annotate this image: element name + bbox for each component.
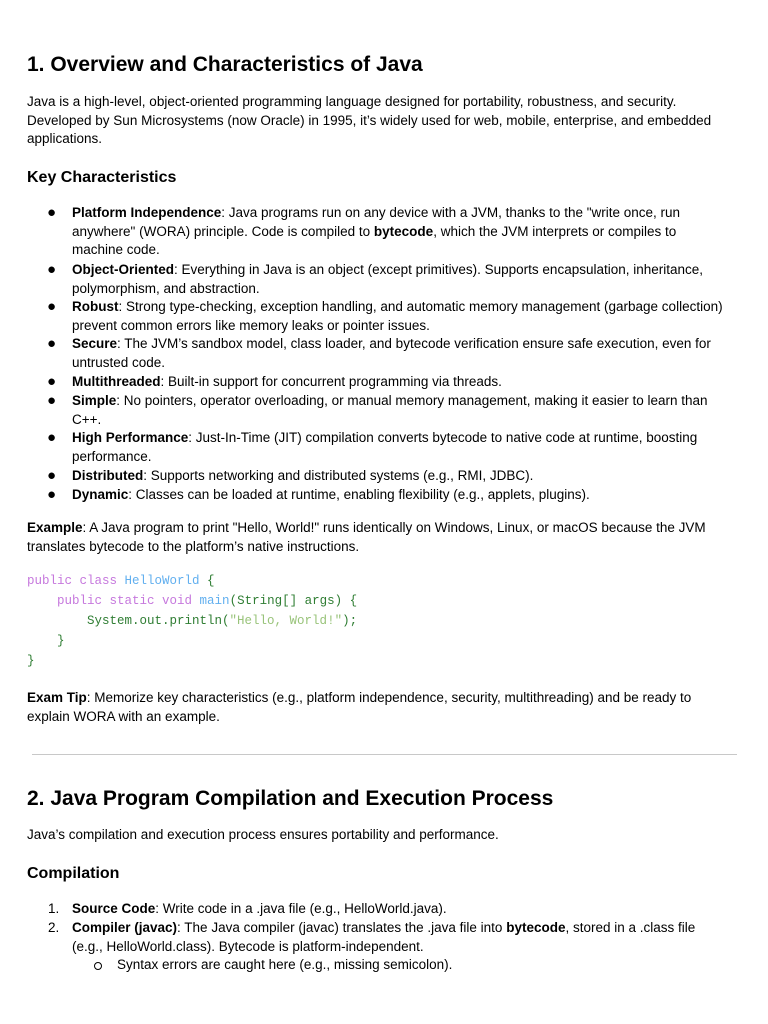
hollow-bullet-icon [94, 962, 102, 970]
intro-line-2: Developed by Sun Microsystems (now Oracle) in 1995, it’s widely used for web, mobile, enterprise, and embedded [27, 112, 712, 128]
list-item-source-code: Source Code: Write code in a .java file (e.g., HelloWorld.java). [72, 901, 447, 916]
list-item-compiler: Compiler (javac): The Java compiler (javac) translates the .java file into bytecode, stored in a .class file (e.g., HelloWorld.class). Bytecode is platform-independent. [72, 920, 696, 954]
list-number: 1. [48, 901, 60, 916]
code-line-5: } [27, 654, 35, 668]
section-2-title: 2. Java Program Compilation and Execution Process [27, 787, 554, 810]
list-item-dynamic: Dynamic: Classes can be loaded at runtime, enabling flexibility (e.g., applets, plugins). [72, 487, 590, 502]
list-item-simple: Simple: No pointers, operator overloading, or manual memory management, making it easier to learn than C++. [72, 393, 708, 427]
code-block [27, 571, 357, 671]
term: Platform Independence [72, 205, 222, 220]
bullet-icon: ● [47, 486, 57, 503]
key-characteristics-heading: Key Characteristics [27, 169, 177, 186]
example-paragraph: Example: A Java program to print "Hello, World!" runs identically on Windows, Linux, or macOS because the JVM translates bytecode to the platform’s native instructions. [27, 520, 706, 554]
list-item-distributed: Distributed: Supports networking and distributed systems (e.g., RMI, JDBC). [72, 468, 534, 483]
bullet-icon: ● [47, 335, 57, 352]
term: High Performance [72, 430, 189, 445]
code-line-3: System.out.println("Hello, World!"); [87, 614, 358, 628]
list-item-high-performance: High Performance: Just-In-Time (JIT) compilation converts bytecode to native code at runtime, boosting performance. [72, 430, 698, 464]
list-item-platform-independence: Platform Independence: Java programs run on any device with a JVM, thanks to the "write once, run anywhere" (WORA) principle. Code is compiled to bytecode, which the JVM interprets or compiles to machine code. [72, 205, 681, 258]
bullet-icon: ● [47, 467, 57, 484]
term: Simple [72, 393, 117, 408]
section-1-title: 1. Overview and Characteristics of Java [27, 53, 423, 76]
code-line-4: } [27, 634, 65, 648]
section-1-intro [27, 93, 747, 149]
section-divider [32, 754, 737, 755]
bullet-icon: ● [47, 429, 57, 446]
list-number: 2. [48, 920, 60, 935]
bullet-icon: ● [47, 392, 57, 409]
term: Multithreaded [72, 374, 161, 389]
list-item-object-oriented: Object-Oriented: Everything in Java is an object (except primitives). Supports encapsulation, inheritance, polymorphism, and abstraction. [72, 262, 704, 296]
compilation-heading: Compilation [27, 865, 120, 882]
term: Object-Oriented [72, 262, 175, 277]
term: Source Code [72, 901, 156, 916]
bullet-icon: ● [47, 204, 57, 221]
exam-tip-paragraph: Exam Tip: Memorize key characteristics (e.g., platform independence, security, multithreading) and be ready to explain WORA with an example. [27, 690, 692, 724]
example-label: Example [27, 520, 83, 535]
section-2-intro: Java’s compilation and execution process ensures portability and performance. [27, 827, 499, 842]
term: Compiler (javac) [72, 920, 178, 935]
code-line-2: public static void main(String[] args) { [57, 594, 358, 608]
intro-line-1: Java is a high-level, object-oriented programming language designed for portability, robustness, and security. [27, 94, 677, 109]
bullet-icon: ● [47, 261, 57, 278]
exam-tip-label: Exam Tip [27, 690, 87, 705]
sub-item-syntax-errors: Syntax errors are caught here (e.g., missing semicolon). [117, 957, 453, 972]
term: Distributed [72, 468, 144, 483]
bullet-icon: ● [47, 298, 57, 315]
intro-line-3: applications. [27, 131, 103, 147]
bullet-icon: ● [47, 373, 57, 390]
list-item-robust: Robust: Strong type-checking, exception handling, and automatic memory management (garbage collection) prevent common errors like memory leaks or pointer issues. [72, 299, 723, 333]
term: Robust [72, 299, 119, 314]
term: Secure [72, 336, 118, 351]
list-item-multithreaded: Multithreaded: Built-in support for concurrent programming via threads. [72, 374, 502, 389]
list-item-secure: Secure: The JVM’s sandbox model, class loader, and bytecode verification ensure safe execution, even for untrusted code. [72, 336, 711, 370]
code-line-1: public class HelloWorld { [27, 574, 215, 588]
term: Dynamic [72, 487, 129, 502]
